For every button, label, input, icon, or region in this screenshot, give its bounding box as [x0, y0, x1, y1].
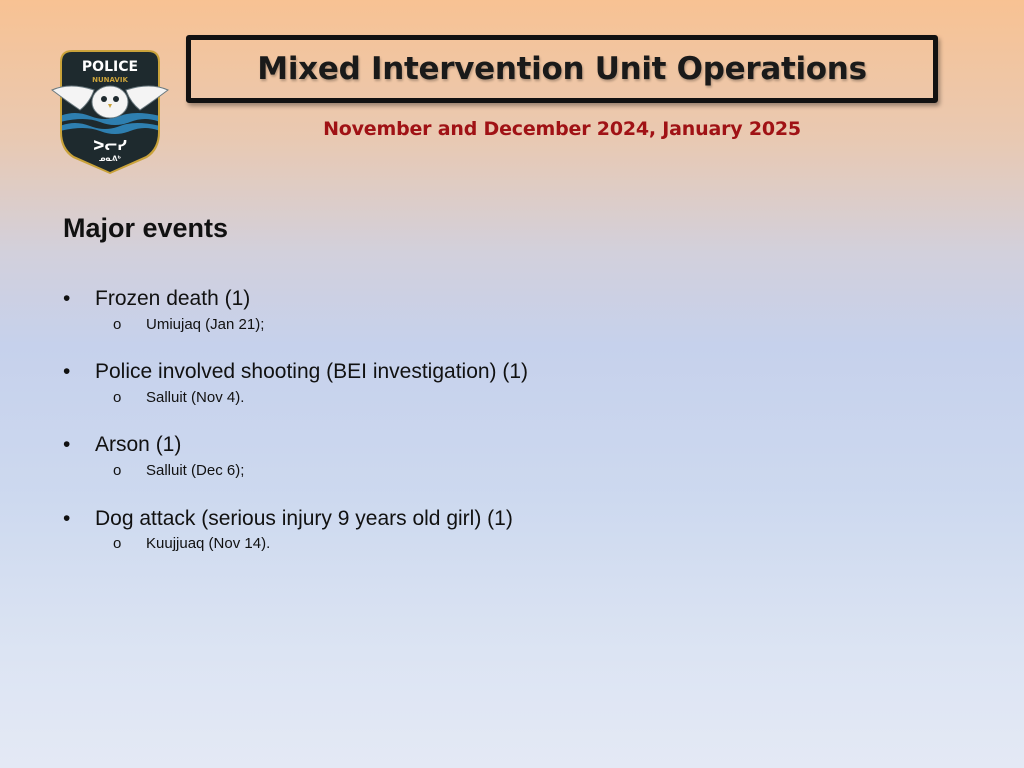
event-detail: Salluit (Dec 6); — [146, 462, 245, 479]
logo-syllabics-1: ᐳᓕᓯ — [93, 139, 127, 154]
logo-nunavik-text: NUNAVIK — [92, 76, 128, 84]
section-heading: Major events — [63, 213, 229, 243]
event-detail: Umiujaq (Jan 21); — [146, 316, 265, 333]
event-detail-police-shooting — [113, 389, 244, 406]
event-label: Police involved shooting (BEI investigation) (1) — [95, 360, 529, 383]
logo-police-text: POLICE — [81, 59, 139, 75]
event-label: Arson (1) — [95, 433, 182, 456]
bullet: • — [63, 287, 71, 310]
event-label: Frozen death (1) — [95, 287, 251, 310]
event-item-arson — [63, 433, 181, 457]
event-detail-dog-attack — [113, 535, 270, 552]
bullet: • — [63, 507, 71, 530]
event-item-police-shooting — [63, 360, 528, 384]
event-detail: Kuujjuaq (Nov 14). — [146, 535, 271, 552]
sub-bullet: o — [113, 389, 122, 406]
event-label: Dog attack (serious injury 9 years old girl) (1) — [95, 507, 513, 530]
bullet: • — [63, 360, 71, 383]
sub-bullet: o — [113, 462, 122, 479]
page-title: Mixed Intervention Unit Operations — [257, 51, 867, 87]
event-detail: Salluit (Nov 4). — [146, 389, 245, 406]
sub-bullet: o — [113, 535, 122, 552]
page-subtitle: November and December 2024, January 2025 — [323, 118, 801, 140]
event-item-frozen-death — [63, 287, 250, 311]
event-item-dog-attack — [63, 507, 513, 531]
police-nunavik-logo — [50, 44, 170, 176]
title-box — [186, 35, 938, 103]
logo-syllabics-2: ᓄᓇᕕᒃ — [99, 155, 121, 163]
event-detail-arson — [113, 462, 244, 479]
sub-bullet: o — [113, 316, 122, 333]
bullet: • — [63, 433, 71, 456]
event-detail-frozen-death — [113, 316, 264, 333]
